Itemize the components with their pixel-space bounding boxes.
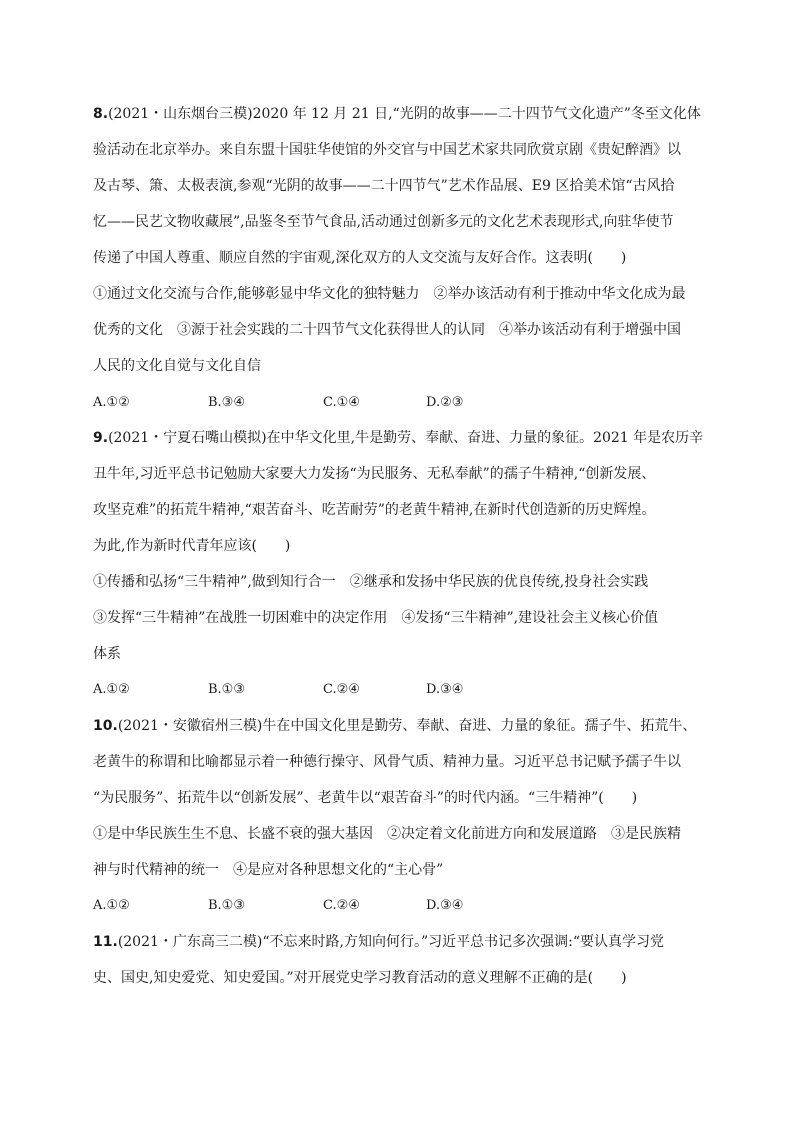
question-10-line-3: “为民服务”、拓荒牛以“创新发展”、老黄牛以“艰苦奋斗”的时代内涵。“三牛精神”( ) xyxy=(93,790,638,806)
question-8-line-8: 人民的文化自觉与文化自信 xyxy=(93,358,261,374)
question-9-line-1: 9.(2021・宁夏石嘴山模拟)在中华文化里,牛是勤劳、奉献、奋进、力量的象征。2021 年是农历辛 xyxy=(93,430,704,446)
option-c[interactable]: C.②④ xyxy=(323,898,360,913)
option-a[interactable]: A.①② xyxy=(93,682,130,697)
option-d[interactable]: D.③④ xyxy=(426,898,464,913)
question-10-options xyxy=(93,896,713,916)
question-8-line-3: 及古琴、箫、太极表演,参观“光阴的故事——二十四节气”艺术作品展、E9 区拾美术馆“古风拾 xyxy=(93,178,675,194)
option-a[interactable]: A.①② xyxy=(93,898,130,913)
question-11-line-2: 史、国史,知史爱党、知史爱国。”对开展党史学习教育活动的意义理解不正确的是( ) xyxy=(93,970,627,986)
question-number: 9. xyxy=(93,430,109,446)
question-8-line-5: 传递了中国人尊重、顺应自然的宇宙观,深化双方的人文交流与友好合作。这表明( ) xyxy=(93,250,627,266)
question-10-line-5: 神与时代精神的统一 ④是应对各种思想文化的“主心骨” xyxy=(93,862,444,878)
question-8-line-1: 8.(2021・山东烟台三模)2020 年 12 月 21 日,“光阴的故事——二十四节气文化遗产”冬至文化体 xyxy=(93,106,701,122)
question-10-line-1: 10.(2021・安徽宿州三模)牛在中国文化里是勤劳、奉献、奋进、力量的象征。孺子牛、拓荒牛、 xyxy=(93,718,697,734)
option-b[interactable]: B.①③ xyxy=(208,898,245,913)
question-number: 8. xyxy=(93,106,109,122)
question-9-line-6: ③发挥“三牛精神”在战胜一切困难中的决定作用 ④发扬“三牛精神”,建设社会主义核心价值 xyxy=(93,610,659,626)
question-10-line-2: 老黄牛的称谓和比喻都显示着一种德行操守、风骨气质、精神力量。习近平总书记赋予孺子牛以 xyxy=(93,754,681,770)
question-8-line-7: 优秀的文化 ③源于社会实践的二十四节气文化获得世人的认同 ④举办该活动有利于增强中国 xyxy=(93,322,681,338)
question-10-line-4: ①是中华民族生生不息、长盛不衰的强大基因 ②决定着文化前进方向和发展道路 ③是民族精 xyxy=(93,826,681,842)
question-9-line-5: ①传播和弘扬“三牛精神”,做到知行合一 ②继承和发扬中华民族的优良传统,投身社会实践 xyxy=(93,574,649,590)
question-8-line-2: 验活动在北京举办。来自东盟十国驻华使馆的外交官与中国艺术家共同欣赏京剧《贵妃醉酒》以 xyxy=(93,142,681,158)
question-11-line-1: 11.(2021・广东高三二模)“不忘来时路,方知向何行。”习近平总书记多次强调:“要认真学习党 xyxy=(93,934,665,950)
question-9-line-7: 体系 xyxy=(93,646,121,662)
question-number: 10. xyxy=(93,718,118,734)
question-8-line-6: ①通过文化交流与合作,能够彰显中华文化的独特魅力 ②举办该活动有利于推动中华文化成为最 xyxy=(93,286,686,302)
question-9-line-4: 为此,作为新时代青年应该( ) xyxy=(93,538,291,554)
question-9-line-3: 攻坚克难”的拓荒牛精神,“艰苦奋斗、吃苦耐劳”的老黄牛精神,在新时代创造新的历史辉煌。 xyxy=(93,502,656,518)
question-8-options xyxy=(93,393,713,413)
question-number: 11. xyxy=(93,934,118,950)
question-9-options xyxy=(93,680,713,700)
option-c[interactable]: C.②④ xyxy=(323,682,360,697)
option-d[interactable]: D.③④ xyxy=(426,682,464,697)
question-8-line-4: 忆——民艺文物收藏展”,品鉴冬至节气食品,活动通过创新多元的文化艺术表现形式,向驻华使节 xyxy=(93,214,674,230)
option-c[interactable]: C.①④ xyxy=(323,395,360,410)
question-9-line-2: 丑牛年,习近平总书记勉励大家要大力发扬“为民服务、无私奉献”的孺子牛精神,“创新发展、 xyxy=(93,466,656,482)
option-d[interactable]: D.②③ xyxy=(426,395,464,410)
option-a[interactable]: A.①② xyxy=(93,395,130,410)
option-b[interactable]: B.①③ xyxy=(208,682,245,697)
option-b[interactable]: B.③④ xyxy=(208,395,245,410)
